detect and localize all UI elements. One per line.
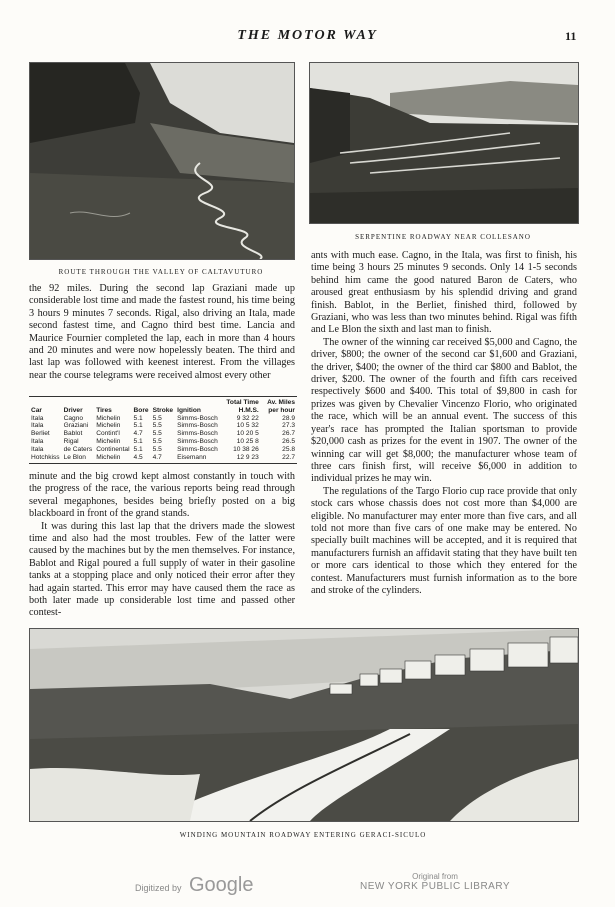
table-cell: Simms-Bosch (177, 430, 218, 438)
table-cell: Graziani (63, 422, 89, 430)
table-cell: Itala (31, 445, 44, 453)
mountain-village-illustration (30, 629, 578, 821)
table-cell: Eisemann (177, 453, 207, 461)
table-cell: 12 9 23 (236, 453, 259, 461)
serpentine-road-illustration (310, 63, 578, 223)
table-cell: Michelin (96, 422, 121, 430)
results-table (29, 399, 297, 461)
table-cell: Simms-Bosch (177, 414, 218, 422)
table-cell: Hotchkiss (31, 453, 60, 461)
caption-bottom: WINDING MOUNTAIN ROADWAY ENTERING GERACI-SICULO (179, 831, 427, 839)
table-cell: Berliet (31, 430, 50, 438)
table-cell: 5.5 (152, 414, 162, 422)
caption-top-left: ROUTE THROUGH THE VALLEY OF CALTAVUTURO (58, 268, 264, 276)
original-from-label: Original from (412, 872, 458, 881)
running-title: THE MOTOR WAY (237, 28, 378, 43)
table-row (29, 415, 297, 423)
table-cell: Bablot (63, 430, 83, 438)
table-cell: Simms-Bosch (177, 445, 218, 453)
table-cell: 26.5 (282, 437, 295, 445)
table-cell: Continental (96, 445, 130, 453)
table-header: Driver (63, 406, 83, 414)
photo-geraci-siculo (29, 628, 579, 822)
right-paragraph-2: The owner of the winning car received $5,000 and Cagno, the driver, $800; the owner of the second car $1,600 and Graziani, the driver, $400; the owner of the third car $800 and Bablot, the driver, $200. The owner of the fourth and fifth cars received respectively $600 and $400. This total of $9,800 in cash for prizes was given by Chevalier Vincenzo Florio, who originated the race, which will be an annual event. The success of this year's race has prompted the Italian sportsman to provide $20,000 cash as prizes for the event in 1907. The owner of the winning car will get $8,000; the manufacturer whose team of three cars finish first, will receive $6,000 in addition to individual prizes he may win. (311, 336, 577, 485)
table-cell: 22.7 (282, 453, 295, 461)
valley-road-illustration (30, 63, 294, 259)
table-cell: Michelin (96, 453, 121, 461)
table-cell: 4.5 (133, 453, 143, 461)
table-header: Total Time H.M.S. (226, 399, 259, 414)
table-cell: Le Blon (63, 453, 86, 461)
table-cell: Itala (31, 437, 44, 445)
table-cell: Itala (31, 422, 44, 430)
google-logo: Google (188, 874, 254, 896)
photo-caltavuturo-valley (29, 62, 295, 260)
table-cell: Contint'l (96, 430, 120, 438)
table-cell: 10 25 8 (236, 437, 259, 445)
table-cell: Simms-Bosch (177, 437, 218, 445)
caption-top-right: SERPENTINE ROADWAY NEAR COLLESANO (355, 233, 531, 241)
library-name: NEW YORK PUBLIC LIBRARY (360, 881, 511, 892)
table-header: Bore (133, 406, 149, 414)
table-header: Av. Miles per hour (267, 399, 295, 414)
table-cell: 5.1 (133, 422, 143, 430)
table-row (29, 454, 297, 462)
table-cell: 4.7 (133, 430, 143, 438)
table-cell: 26.7 (282, 430, 295, 438)
table-header-row (29, 399, 297, 415)
table-cell: 27.3 (282, 422, 295, 430)
original-from-nypl (360, 872, 510, 892)
photo-collesano-serpentine (309, 62, 579, 224)
table-header: Car (31, 406, 42, 414)
left-paragraph-2: minute and the big crowd kept almost constantly in touch with the progress of the race, the various reports being read through several megaphones, besides being briefly posted on a big blackboard in front of the grand stands. (29, 471, 295, 520)
table-header: Tires (96, 406, 112, 414)
table-header: Stroke (152, 406, 174, 414)
table-cell: Michelin (96, 414, 121, 422)
table-cell: 28.9 (282, 414, 295, 422)
table-cell: 4.7 (152, 453, 162, 461)
table-cell: 5.5 (152, 437, 162, 445)
left-paragraph-1: the 92 miles. During the second lap Graziani made up considerable lost time and made the fastest round, his time being 3 hours 9 minutes 7 seconds. Rigal, also driving an Itala, made second fastest time, and Cagno third best time. Lancia and Maurice Fournier completed the lap, each in more than 4 hours and 20 minutes and were now hopelessly beaten. The third and last lap was followed with keenest interest. From the villages near the course telegrams were received almost every other (29, 283, 295, 381)
left-paragraph-3: It was during this last lap that the drivers made the slowest time and also had the most troubles. Few of the latter were caused by the machines but by the men themselves. For instance, Bablot and Rigal poured a full supply of water in their gasoline tanks at a stopping place and only noticed their error after they had again started. This error may have caused them the race as both later made up considerable lost time and passed other contest- (29, 520, 295, 619)
results-table-box (29, 396, 297, 464)
table-cell: Michelin (96, 437, 121, 445)
table-cell: 5.5 (152, 445, 162, 453)
digitized-by-google (135, 874, 253, 897)
right-paragraph-1: ants with much ease. Cagno, in the Itala, was first to finish, his time being 3 hours 25 minutes 9 seconds. Only 14 1-5 seconds behind him came the good natured Baron de Caters, who aroused great enthusiasm by his splendid driving and grand finish. Bablot, in the Berliet, finished third, followed by Graziani, who was less than two minutes behind. Rigal was fifth and Le Blon the sixth and last man to finish. (311, 250, 577, 336)
table-row (29, 438, 297, 446)
table-cell: 5.1 (133, 414, 143, 422)
table-row (29, 422, 297, 430)
table-cell: Itala (31, 414, 44, 422)
table-cell: 25.8 (282, 445, 295, 453)
right-column (311, 250, 577, 597)
left-column-continued (29, 471, 295, 620)
table-cell: 5.1 (133, 437, 143, 445)
left-column (29, 283, 295, 382)
table-header: Ignition (177, 406, 201, 414)
table-cell: 5.1 (133, 445, 143, 453)
table-cell: 10 20 5 (236, 430, 259, 438)
table-row (29, 430, 297, 438)
table-cell: Cagno (63, 414, 84, 422)
table-cell: 5.5 (152, 430, 162, 438)
table-cell: 10 38 26 (233, 445, 259, 453)
page-number: 11 (565, 29, 577, 43)
table-cell: 10 5 32 (236, 422, 259, 430)
table-cell: Simms-Bosch (177, 422, 218, 430)
right-paragraph-3: The regulations of the Targo Florio cup race provide that only stock cars whose chassis does not cost more than $4,000 are eligible. No manufacturer may enter more than five cars, and all told not more than five cars of one make may be entered. No specially built machines will be accepted, and it is required that manufacturers furnish an affidavit stating that they have built ten or more cars identical to those which they entered for the contest. Manufacturers must furnish information as to the bore and stroke of the cylinders. (311, 485, 577, 596)
table-cell: 9 32 22 (236, 414, 259, 422)
table-row (29, 446, 297, 454)
table-cell: 5.5 (152, 422, 162, 430)
table-cell: Rigal (63, 437, 79, 445)
digitized-by-label: Digitized by (135, 883, 182, 893)
table-cell: de Caters (63, 445, 93, 453)
